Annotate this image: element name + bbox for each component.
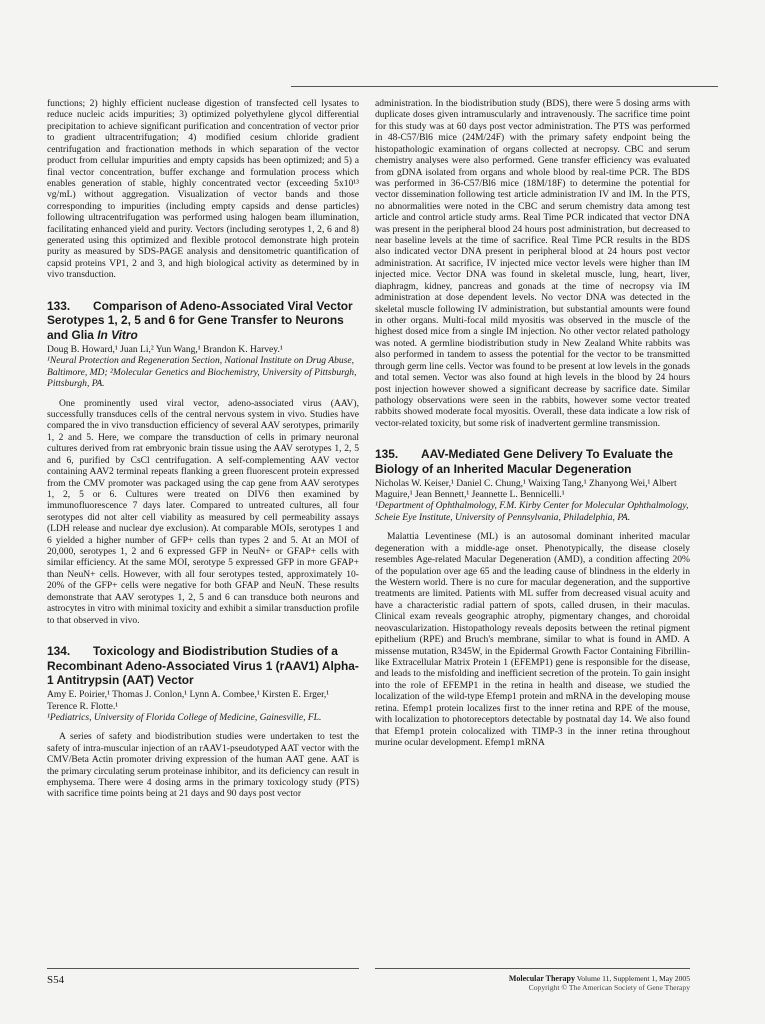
abstract-134-title [47, 644, 359, 688]
journal-footer [509, 974, 690, 992]
abstract-135-authors: Nicholas W. Keiser,¹ Daniel C. Chung,¹ Waixing Tang,¹ Zhanyong Wei,¹ Albert Maguire,¹ Jean Bennett,¹ Jeannette L. Bennicelli.¹ [375, 477, 677, 501]
footer-rule-left [47, 968, 359, 969]
abstract-134-authors: Amy E. Poirier,¹ Thomas J. Conlon,¹ Lynn A. Combee,¹ Kirsten E. Erger,¹ Terence R. Flotte.¹ [47, 689, 330, 712]
page-number: S54 [47, 974, 65, 986]
abstract-135-title-text: AAV-Mediated Gene Delivery To Evaluate the Biology of an Inherited Macular Degeneration [375, 447, 673, 476]
header-rule [291, 86, 718, 87]
continued-abstract-text: functions; 2) highly efficient nuclease digestion of transfected cell lysates to reduce nucleic acids impurities; 3) optimized polyethylene glycol differential precipitation to achieve significant purification and concentration of vector prior to gradient ultracentrifugation; 4) modified cesium chloride gradient centrifugation and fractionation methods in which separation of the vector product from cellular impurities and empty capsids has been optimized; and 5) a final vector concentration, buffer exchange and formulation process which enables generation of stable, highly concentrated vector (exceeding 5x10¹³ vg/mL) without aggregation. Visualization of vector bands and those corresponding to impurities (including empty capsids and dense particles) following ultracentrifugation was performed using halogen beam illumination, facilitating enhanced yield and purity. Vectors (including serotypes 1, 2, 6 and 8) generated using this optimized and flexible protocol demonstrate high protein purity as measured by SDS-PAGE analysis and densitometric quantification of capsid proteins VP1, 2 and 3, and high biological activity as determined by in vivo transduction. [47, 98, 359, 281]
abstract-133-affiliation: ¹Neural Protection and Regeneration Section, National Institute on Drug Abuse, Baltimore, MD; ²Molecular Genetics and Biochemistry, University of Pittsburgh, Pittsburgh, PA. [47, 355, 357, 390]
abstract-133-title-italic: In Vitro [97, 328, 138, 343]
journal-name: Molecular Therapy [508, 974, 575, 983]
copyright-line: Copyright © The American Society of Gene Therapy [528, 983, 690, 992]
abstract-135-affiliation: ¹Department of Ophthalmology, F.M. Kirby Center for Molecular Ophthalmology, Scheie Eye Institute, University of Pennsylvania, Philadelphia, PA. [375, 500, 689, 523]
abstract-134-body: A series of safety and biodistribution studies were undertaken to test the safety of intra-muscular injection of an rAAV1-pseudotyped AAT vector with the CMV/Beta Actin promoter driving expression of the human AAT gene. AAT is the primary circulating serum proteinase inhibitor, and its deficiency can result in emphysema. There were 4 dosing arms in the primary toxicology study (PTS) with sacrifice time points being at 21 days and 90 days post vector [47, 731, 359, 800]
abstract-133-number: 133. [47, 298, 71, 313]
abstract-133-body: One prominently used viral vector, adeno-associated virus (AAV), successfully transduces cells of the central nervous system in vivo. Studies have compared the in vivo transduction efficiency of several AAV serotypes, primarily 1, 2 and 5. Here, we compare the transduction of cells in primary neuronal cultures derived from rat embryonic brain tissue using the AAV serotypes 1, 2, 5 and 6, purified by CsCl centrifugation. A self-complementing AAV vector containing AAV2 terminal repeats flanking a green fluorescent protein expressed from the CMV promoter was packaged using the cap gene from AAV serotypes 1, 2, 5 or 6. Cultures were treated on DIV6 then examined by immunofluorescence 7 days later. Compared to untreated cultures, all four serotypes did not alter cell viability as measured by cell permeability assays (LDH release and nuclear dye exclusion). At comparable MOIs, serotypes 1 and 6 yielded a higher number of GFP+ cells than types 2 and 5. At an MOI of 20,000, serotypes 1, 2 and 6 expressed GFP in NeuN+ or GFAP+ cells with similar efficiency. At the same MOI, serotype 5 expressed GFP in more GFAP+ than NeuN+ cells. However, with all four serotypes tested, approximately 10-20% of the GFP+ cells were negative for both GFAP and NeuN. These results demonstrate that AAV serotypes 1, 2, 5 and 6 can transduce both neurons and astrocytes in vitro with minimal toxicity and exhibit a similar transduction profile to that observed in vivo. [47, 397, 359, 626]
abstract-134-affiliation: ¹Pediatrics, University of Florida College of Medicine, Gainesville, FL. [47, 711, 322, 723]
footer-rule-right [375, 968, 690, 969]
abstract-133-title [47, 299, 359, 343]
journal-volume: Volume 11, Supplement 1, May 2005 [574, 974, 690, 983]
abstract-133-authors: Doug B. Howard,¹ Juan Li,² Yun Wang,¹ Brandon K. Harvey.¹ [47, 343, 283, 355]
abstract-133-title-text: Comparison of Adeno-Associated Viral Vector Serotypes 1, 2, 5 and 6 for Gene Transfer to Neurons and Glia [47, 298, 353, 343]
abstract-134-title-text: Toxicology and Biodistribution Studies of a Recombinant Adeno-Associated Virus 1 (rAAV1) Alpha-1 Antitrypsin (AAT) Vector [47, 643, 359, 688]
left-column [47, 98, 359, 800]
right-column [375, 98, 690, 748]
abstract-134-body-continued: administration. In the biodistribution study (BDS), there were 5 dosing arms with duplicate doses given intramuscularly and intravenously. The sacrifice time point for this study was at 60 days post vector administration. The PTS was performed in 48-C57/Bl6 mice (24M/24F) with the primary safety endpoint being the histopathologic examination of organs collected at necropsy. CBC and serum chemistry analyses were also performed. Gene transfer efficiency was evaluated from gDNA isolated from organs and whole blood by real-time PCR. The BDS was performed in 36-C57/Bl6 mice (18M/18F) to determine the potential for vector dissemination following test article administration IV and IM. In the PTS, no abnormalities were noted in the CBC and serum chemistry data among test article and control article study arms. Real Time PCR indicated that vector DNA was present in the peripheral blood 24 hours post administration, but decreased to near baseline levels at the time of sacrifice. Real Time PCR results in the BDS also indicated vector DNA present in peripheral blood at 24 hours post vector administration. At sacrifice, IV injected mice vector levels were higher than IM injected mice. Vector DNA was found in skeletal muscle, lung, heart, liver, diaphragm, kidney, pancreas and gonads at the time of necropsy via IM administration at dose dependent levels. No vector DNA was detected in the skeletal muscle following IV administration, but substantial amounts were found in other organs. Multi-focal mild myositis was observed in the muscle of the highest dosed mice from a single IM injection. No other vector related pathology was noted. A germline biodistribution study in New Zealand White rabbits was also performed in tandem to assess the potential for the vector to be transmitted through germ line cells. Vector was found to be present at low levels in the gonads and total semen. Vector was also found at high levels in the blood by 24 hours post injection however showed a significant decrease by sacrifice date. Similar pathology observations were seen in the rabbits, however some vector treated rabbits showed moderate focal myositis. Overall, these data indicate a low risk of vector-related toxicity, but some risk of inadvertent germline transmission. [375, 98, 690, 429]
abstract-135-body: Malattia Leventinese (ML) is an autosomal dominant inherited macular degeneration with a middle-age onset. Phenotypically, the disease closely resembles Age-related Macular Degeneration (AMD), a condition affecting 20% of the population over age 65 and the leading cause of blindness in the elderly in the Western world. There is no cure for macular degeneration, and the supportive treatments are limited. Patients with ML suffer from decreased visual acuity and have a characteristic radial pattern of spots, called drusen, in their maculas. Clinical exam reveals geographic atrophy, pigmentary changes, and choroidal neovascularization. Histopathology reveals deposits between the retinal pigment epithelium (RPE) and Bruch's membrane, similar to what is found in AMD. A missense mutation, R345W, in the Epidermal Growth Factor Containing Fibrillin-like Extracellular Matrix Protein 1 (EFEMP1) gene is responsible for the disease, and leads to the misfolding and inefficient secretion of the protein. To gain insight into the role of EFEMP1 in the retina in health and disease, we studied the localization of the wild-type Efemp1 protein and mRNA in the developing mouse retina. Efemp1 protein localizes first to the inner retina and RPE of the mouse, with localization to photoreceptors detectable by postnatal day 14. We also found that Efemp1 protein colocalized with TIMP-3 in the inner retina throughout murine ocular development. Efemp1 mRNA [375, 531, 690, 748]
abstract-135-title [375, 447, 690, 476]
abstract-135-number: 135. [375, 447, 399, 462]
abstract-134-number: 134. [47, 643, 71, 658]
